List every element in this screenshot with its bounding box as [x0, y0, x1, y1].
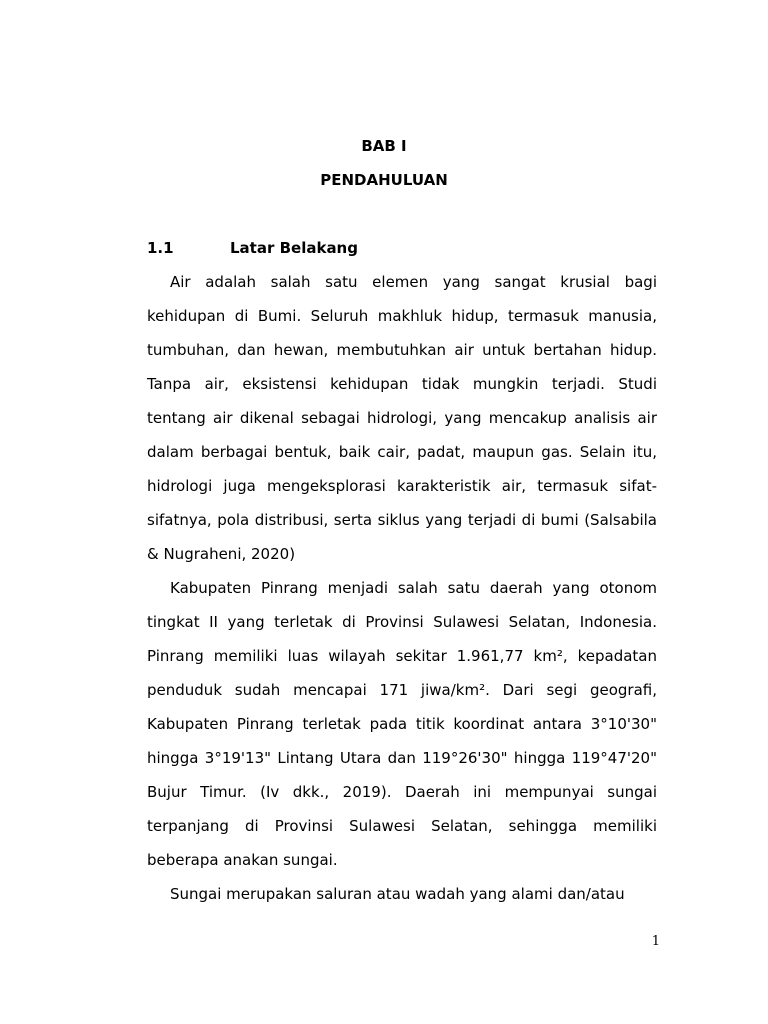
paragraph-water: Air adalah salah satu elemen yang sangat krusial bagi kehidupan di Bumi. Seluruh makhluk hidup, termasuk manusia, tumbuhan, dan hewan, membutuhkan air untuk bertahan hidup. Tanpa air, eksistensi kehidupan tidak mungkin terjadi. Studi tentang air dikenal sebagai hidrologi, yang mencakup analisis air dalam berbagai bentuk, baik cair, padat, maupun gas. Selain itu, hidrologi juga mengeksplorasi karakteristik air, termasuk sifat-sifatnya, pola distribusi, serta siklus yang terjadi di bumi (Salsabila & Nugraheni, 2020)	[147, 273, 657, 563]
paragraph-river: Sungai merupakan saluran atau wadah yang alami dan/atau	[170, 885, 625, 903]
page-number: 1	[651, 934, 660, 949]
section-heading	[147, 239, 358, 257]
paragraph-pinrang: Kabupaten Pinrang menjadi salah satu daerah yang otonom tingkat II yang terletak di Provinsi Sulawesi Selatan, Indonesia. Pinrang memiliki luas wilayah sekitar 1.961,77 km², kepadatan penduduk sudah mencapai 171 jiwa/km². Dari segi geografi, Kabupaten Pinrang terletak pada titik koordinat antara 3°10'30" hingga 3°19'13" Lintang Utara dan 119°26'30" hingga 119°47'20" Bujur Timur. (Iv dkk., 2019). Daerah ini mempunyai sungai terpanjang di Provinsi Sulawesi Selatan, sehingga memiliki beberapa anakan sungai.	[147, 579, 657, 869]
section-number: 1.1	[147, 239, 174, 257]
section-title: Latar Belakang	[230, 239, 358, 257]
body-text	[147, 265, 657, 911]
chapter-title: PENDAHULUAN	[320, 171, 448, 189]
chapter-heading: BAB I	[361, 137, 407, 155]
